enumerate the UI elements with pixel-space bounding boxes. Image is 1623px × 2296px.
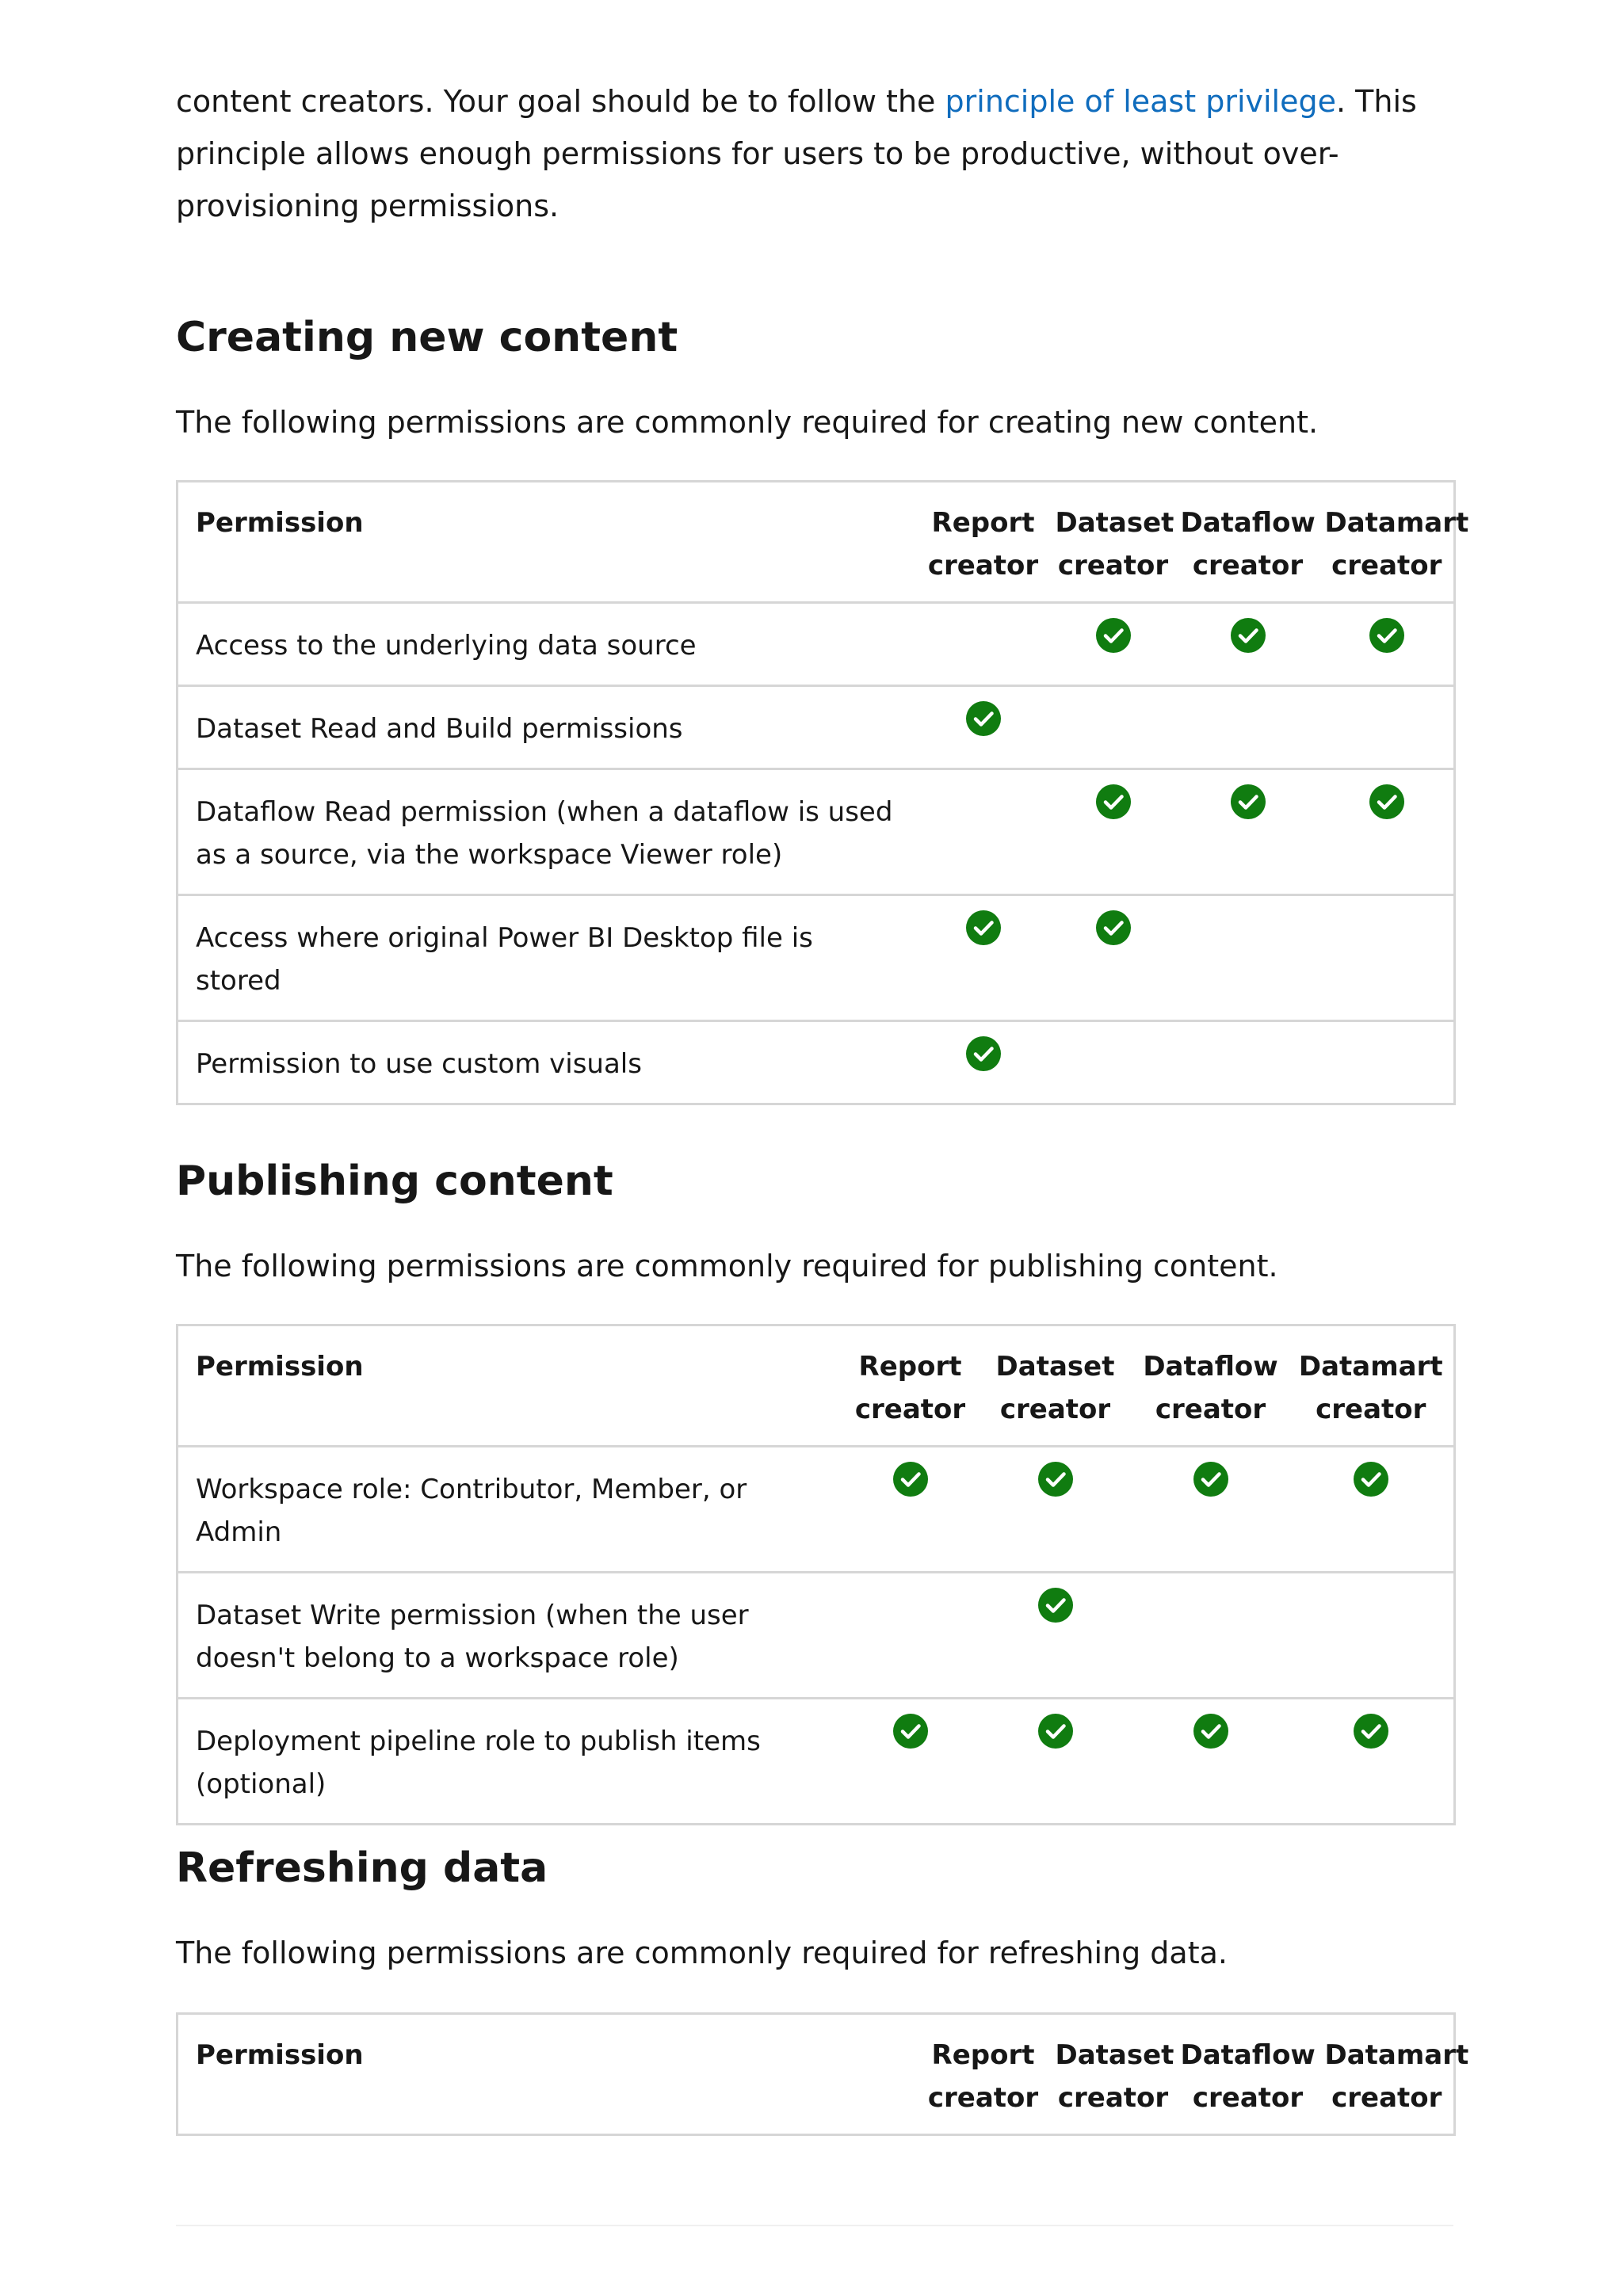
check-cell — [916, 603, 1051, 686]
check-cell — [916, 769, 1051, 895]
check-circle-icon — [1354, 1462, 1388, 1497]
check-circle-icon — [1193, 1714, 1228, 1749]
bottom-divider — [176, 2225, 1453, 2226]
check-cell — [1133, 1573, 1289, 1699]
check-circle-icon — [1096, 618, 1131, 653]
check-cell — [1320, 603, 1455, 686]
section-lead-refreshing: The following permissions are commonly required for refreshing data. — [176, 1936, 1228, 1970]
section-heading-creating: Creating new content — [176, 314, 678, 361]
check-cell — [1176, 1021, 1320, 1104]
column-header-permission: Permission — [178, 482, 916, 603]
check-cell — [1320, 895, 1455, 1021]
permissions-table-publishing — [176, 1324, 1456, 1825]
section-heading-refreshing: Refreshing data — [176, 1844, 548, 1892]
column-header-datamart-creator: Datamart creator — [1320, 482, 1455, 603]
intro-text-after: . This principle allows enough permissions for users to be productive, without over-provisioning permissions. — [176, 84, 1417, 223]
table-row — [178, 1699, 1455, 1825]
check-circle-icon — [1096, 910, 1131, 945]
column-header-dataflow-creator: Dataflow creator — [1176, 482, 1320, 603]
check-cell — [978, 1699, 1133, 1825]
section-heading-publishing: Publishing content — [176, 1158, 613, 1205]
table-header-row — [178, 2014, 1455, 2135]
check-cell — [916, 1021, 1051, 1104]
check-cell — [1320, 1021, 1455, 1104]
check-cell — [1176, 769, 1320, 895]
column-header-dataset-creator: Dataset creator — [1051, 2014, 1176, 2135]
intro-text-before: content creators. Your goal should be to follow the — [176, 84, 945, 119]
table-row — [178, 1447, 1455, 1573]
check-circle-icon — [1369, 784, 1404, 819]
column-header-dataflow-creator: Dataflow creator — [1133, 1325, 1289, 1447]
check-cell — [1289, 1573, 1455, 1699]
check-cell — [1176, 686, 1320, 769]
permission-label: Dataflow Read permission (when a dataflow is used as a source, via the workspace Viewer role) — [178, 769, 916, 895]
permission-label: Dataset Read and Build permissions — [178, 686, 916, 769]
check-cell — [1289, 1699, 1455, 1825]
check-cell — [1051, 1021, 1176, 1104]
check-circle-icon — [1038, 1714, 1073, 1749]
check-cell — [978, 1447, 1133, 1573]
check-cell — [843, 1699, 978, 1825]
column-header-datamart-creator: Datamart creator — [1289, 1325, 1455, 1447]
check-cell — [1289, 1447, 1455, 1573]
table-row — [178, 895, 1455, 1021]
check-circle-icon — [1038, 1588, 1073, 1623]
check-circle-icon — [1231, 784, 1266, 819]
check-circle-icon — [1193, 1462, 1228, 1497]
check-cell — [1133, 1447, 1289, 1573]
permission-label: Workspace role: Contributor, Member, or Admin — [178, 1447, 843, 1573]
column-header-dataflow-creator: Dataflow creator — [1176, 2014, 1320, 2135]
check-circle-icon — [893, 1462, 928, 1497]
check-circle-icon — [1231, 618, 1266, 653]
column-header-report-creator: Report creator — [843, 1325, 978, 1447]
check-cell — [1051, 686, 1176, 769]
table-row — [178, 686, 1455, 769]
check-circle-icon — [893, 1714, 928, 1749]
check-cell — [1176, 895, 1320, 1021]
table-row — [178, 1573, 1455, 1699]
check-cell — [843, 1573, 978, 1699]
column-header-permission: Permission — [178, 1325, 843, 1447]
table-header-row — [178, 1325, 1455, 1447]
table-body — [178, 603, 1455, 1104]
check-circle-icon — [966, 910, 1001, 945]
column-header-dataset-creator: Dataset creator — [1051, 482, 1176, 603]
intro-paragraph — [176, 75, 1453, 232]
column-header-report-creator: Report creator — [916, 482, 1051, 603]
table-row — [178, 1021, 1455, 1104]
column-header-dataset-creator: Dataset creator — [978, 1325, 1133, 1447]
section-lead-publishing: The following permissions are commonly required for publishing content. — [176, 1249, 1278, 1283]
check-cell — [978, 1573, 1133, 1699]
column-header-datamart-creator: Datamart creator — [1320, 2014, 1455, 2135]
table-header-row — [178, 482, 1455, 603]
section-lead-creating: The following permissions are commonly required for creating new content. — [176, 405, 1319, 440]
table-row — [178, 769, 1455, 895]
check-cell — [1133, 1699, 1289, 1825]
check-cell — [843, 1447, 978, 1573]
permission-label: Access where original Power BI Desktop file is stored — [178, 895, 916, 1021]
permission-label: Deployment pipeline role to publish items (optional) — [178, 1699, 843, 1825]
check-cell — [1320, 769, 1455, 895]
column-header-permission: Permission — [178, 2014, 916, 2135]
check-circle-icon — [966, 701, 1001, 736]
check-cell — [1051, 603, 1176, 686]
permissions-table-creating — [176, 480, 1469, 1105]
check-circle-icon — [1369, 618, 1404, 653]
check-cell — [1320, 686, 1455, 769]
check-cell — [916, 895, 1051, 1021]
table-body — [178, 1447, 1455, 1825]
check-circle-icon — [1354, 1714, 1388, 1749]
column-header-report-creator: Report creator — [916, 2014, 1051, 2135]
permissions-table-refreshing — [176, 2012, 1469, 2136]
check-circle-icon — [1038, 1462, 1073, 1497]
check-cell — [1176, 603, 1320, 686]
least-privilege-link[interactable]: principle of least privilege — [945, 84, 1336, 119]
table-row — [178, 603, 1455, 686]
permission-label: Dataset Write permission (when the user doesn't belong to a workspace role) — [178, 1573, 843, 1699]
check-circle-icon — [1096, 784, 1131, 819]
check-cell — [916, 686, 1051, 769]
permission-label: Permission to use custom visuals — [178, 1021, 916, 1104]
check-cell — [1051, 769, 1176, 895]
permission-label: Access to the underlying data source — [178, 603, 916, 686]
check-circle-icon — [966, 1036, 1001, 1071]
check-cell — [1051, 895, 1176, 1021]
